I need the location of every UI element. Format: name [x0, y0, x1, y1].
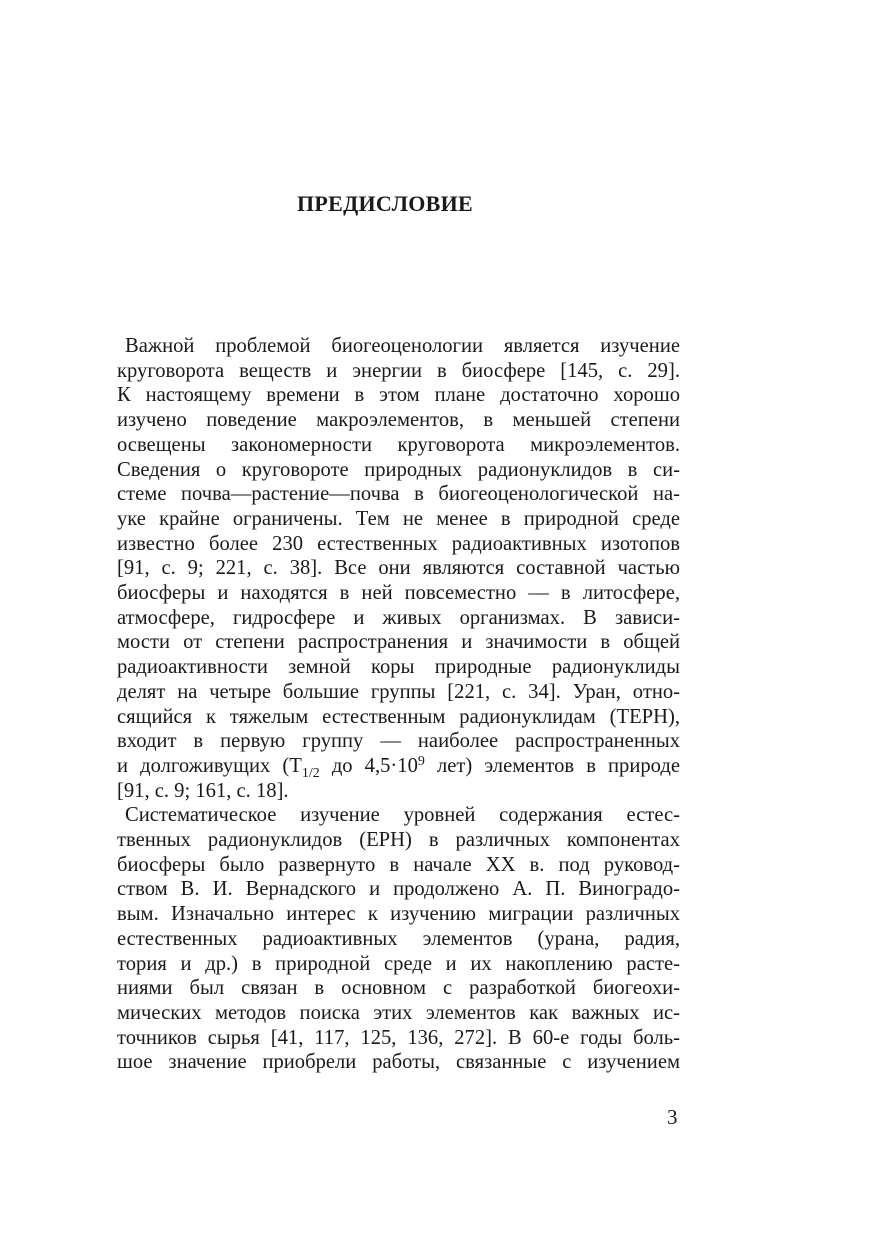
- body-text: [117, 334, 680, 1075]
- text-line: Систематическое изучение уровней содержания естес-: [125, 804, 680, 827]
- text-line: твенных радионуклидов (ЕРН) в различных компонентах: [117, 829, 680, 852]
- page-title: ПРЕДИСЛОВИЕ: [296, 191, 474, 216]
- text-fragment: лет) элементов в природе: [424, 754, 680, 777]
- text-line: мости от степени распространения и значимости в общей: [117, 631, 680, 654]
- paragraph-1: [117, 334, 680, 754]
- text-line: точников сырья [41, 117, 125, 136, 272]. В 60-е годы боль-: [117, 1026, 680, 1049]
- text-fragment: до 4,5·10: [319, 754, 418, 777]
- text-line: известно более 230 естественных радиоактивных изотопов: [117, 532, 680, 555]
- page-number: 3: [667, 1105, 678, 1129]
- text-line: атмосфере, гидросфере и живых организмах. В зависи-: [117, 606, 680, 629]
- text-line: мических методов поиска этих элементов как важных ис-: [117, 1001, 680, 1024]
- text-line: круговорота веществ и энергии в биосфере [145, с. 29].: [117, 359, 680, 382]
- text-line: изучено поведение макроэлементов, в меньшей степени: [117, 409, 680, 432]
- text-line: входит в первую группу — наиболее распространенных: [117, 730, 680, 753]
- text-line: шое значение приобрели работы, связанные с изучением: [117, 1051, 680, 1074]
- text-line: сящийся к тяжелым естественным радионуклидам (ТЕРН),: [117, 705, 680, 728]
- subscript: 1/2: [301, 765, 320, 781]
- text-fragment: и долгоживущих (Т: [117, 754, 302, 777]
- text-line: уке крайне ограничены. Тем не менее в природной среде: [117, 507, 680, 530]
- text-line: [91, с. 9; 161, с. 18].: [117, 779, 289, 802]
- superscript: 9: [417, 753, 425, 769]
- paragraph-2: [117, 803, 680, 1075]
- text-line: радиоактивности земной коры природные радионуклиды: [117, 656, 680, 679]
- text-line: ниями был связан в основном с разработкой биогеохи-: [117, 977, 680, 1000]
- text-line: биосферы было развернуто в начале XX в. под руковод-: [117, 853, 680, 876]
- text-line-halflife: [117, 754, 680, 779]
- text-line: делят на четыре большие группы [221, с. 34]. Уран, отно-: [117, 680, 680, 703]
- text-line: тория и др.) в природной среде и их накоплению расте-: [117, 952, 680, 975]
- text-line: [91, с. 9; 221, с. 38]. Все они являются составной частью: [117, 557, 680, 580]
- text-line: вым. Изначально интерес к изучению миграции различных: [117, 903, 680, 926]
- text-line: Важной проблемой биогеоценологии является изучение: [125, 335, 680, 357]
- text-line: естественных радиоактивных элементов (урана, радия,: [117, 927, 680, 950]
- text-line: биосферы и находятся в ней повсеместно — в литосфере,: [117, 582, 680, 605]
- text-line: ством В. И. Вернадского и продолжено А. П. Виноградо-: [117, 878, 680, 901]
- text-line: стеме почва—растение—почва в биогеоценологической на-: [117, 483, 680, 506]
- text-line: К настоящему времени в этом плане достаточно хорошо: [117, 384, 680, 407]
- text-line: освещены закономерности круговорота микроэлементов.: [117, 433, 680, 456]
- text-line: Сведения о круговороте природных радионуклидов в си-: [117, 458, 680, 481]
